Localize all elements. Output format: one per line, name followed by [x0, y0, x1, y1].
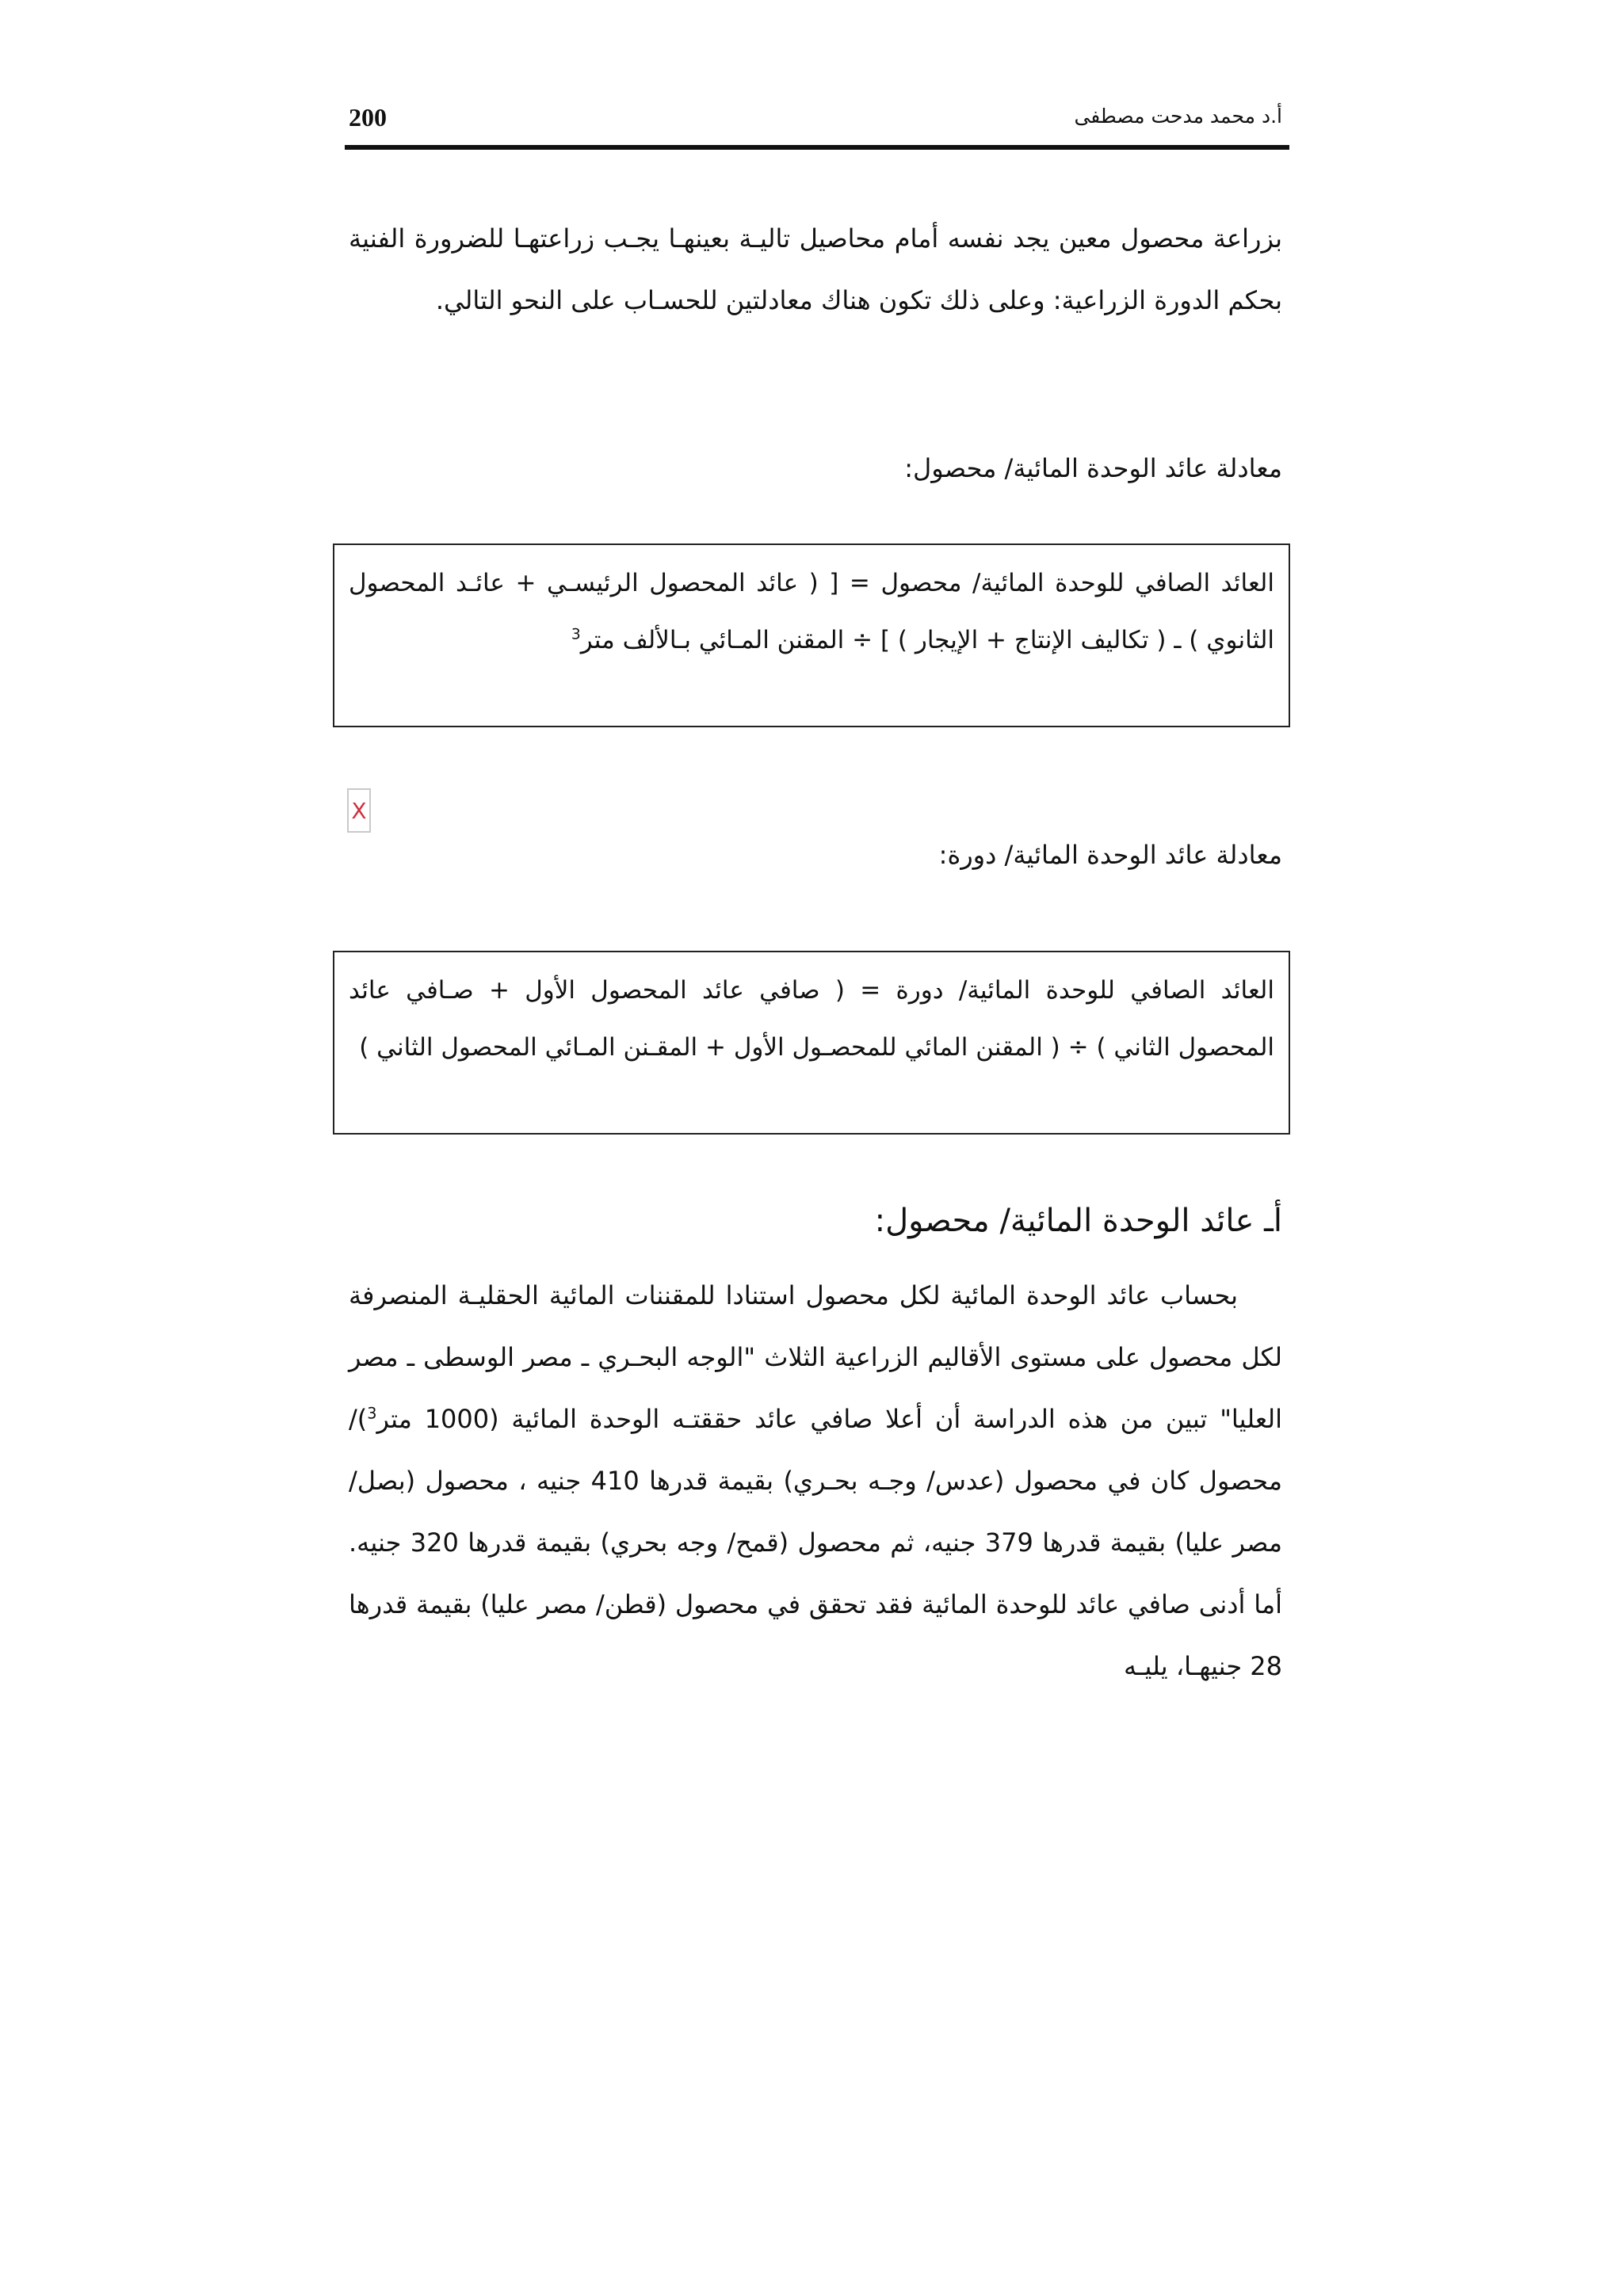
equation2-box: [333, 951, 1290, 1135]
equation2-text: العائد الصافي للوحدة المائية/ دورة = ( صافي عائد المحصول الأول + صـافي عائد المحصول الثاني ) ÷ ( المقنن المائي للمحصـول الأول + المقـنن المـائي المحصول الثاني ): [349, 976, 1274, 1062]
equation1-heading: معادلة عائد الوحدة المائية/ محصول:: [904, 453, 1282, 483]
header-rule: [345, 145, 1289, 150]
equation1-box: [333, 543, 1290, 727]
body-paragraph-content: [349, 1264, 1282, 1697]
equation1-text: العائد الصافي للوحدة المائية/ محصول = [ ( عائد المحصول الرئيسـي + عائـد المحصول الثانوي ) ـ ( تكاليف الإنتاج + الإيجار ) ] ÷ المقنن المـائي بـالألف متر: [349, 569, 1274, 654]
equation1-superscript: 3: [571, 626, 581, 643]
equation1-content: [349, 555, 1274, 669]
body-paragraph-superscript: 3: [367, 1404, 377, 1423]
body-paragraph: [349, 1264, 1282, 1697]
broken-image-icon: [347, 788, 371, 833]
body-paragraph-part1: بحساب عائد الوحدة المائية لكل محصول استنادا للمقننات المائية الحقليـة المنصرفة لكل محصول على مستوى الأقاليم الزراعية الثلاث "الوجه البحـري ـ مصر الوسطى ـ مصر العليا" تبين من هذه الدراسة أن أعلا صافي عائد حققتـه الوحدة المائية (1000 متر: [349, 1280, 1283, 1434]
author-name: أ.د محمد مدحت مصطفى: [1074, 105, 1282, 128]
page-header: [349, 95, 1282, 151]
body-paragraph-part2: )/ محصول كان في محصول (عدس/ وجـه بحـري) بقيمة قدرها 410 جنيه ، محصول (بصل/ مصر عليا) بقيمة قدرها 379 جنيه، ثم محصول (قمح/ وجه بحري) بقيمة قدرها 320 جنيه. أما أدنى صافي عائد للوحدة المائية فقد تحقق في محصول (قطن/ مصر عليا) بقيمة قدرها 28 جنيهـا، يليـه: [349, 1404, 1283, 1681]
intro-paragraph-text: بزراعة محصول معين يجد نفسه أمام محاصيل تاليـة بعينهـا يجـب زراعتهـا للضرورة الفنية بحكم الدورة الزراعية: وعلى ذلك تكون هناك معادلتين للحسـاب على النحو التالي.: [349, 223, 1282, 315]
equation2-heading: معادلة عائد الوحدة المائية/ دورة:: [938, 840, 1282, 870]
section-title: أـ عائد الوحدة المائية/ محصول:: [874, 1203, 1282, 1239]
intro-paragraph: [349, 208, 1282, 331]
page-number: 200: [349, 103, 387, 132]
broken-image-glyph: X: [351, 797, 367, 824]
